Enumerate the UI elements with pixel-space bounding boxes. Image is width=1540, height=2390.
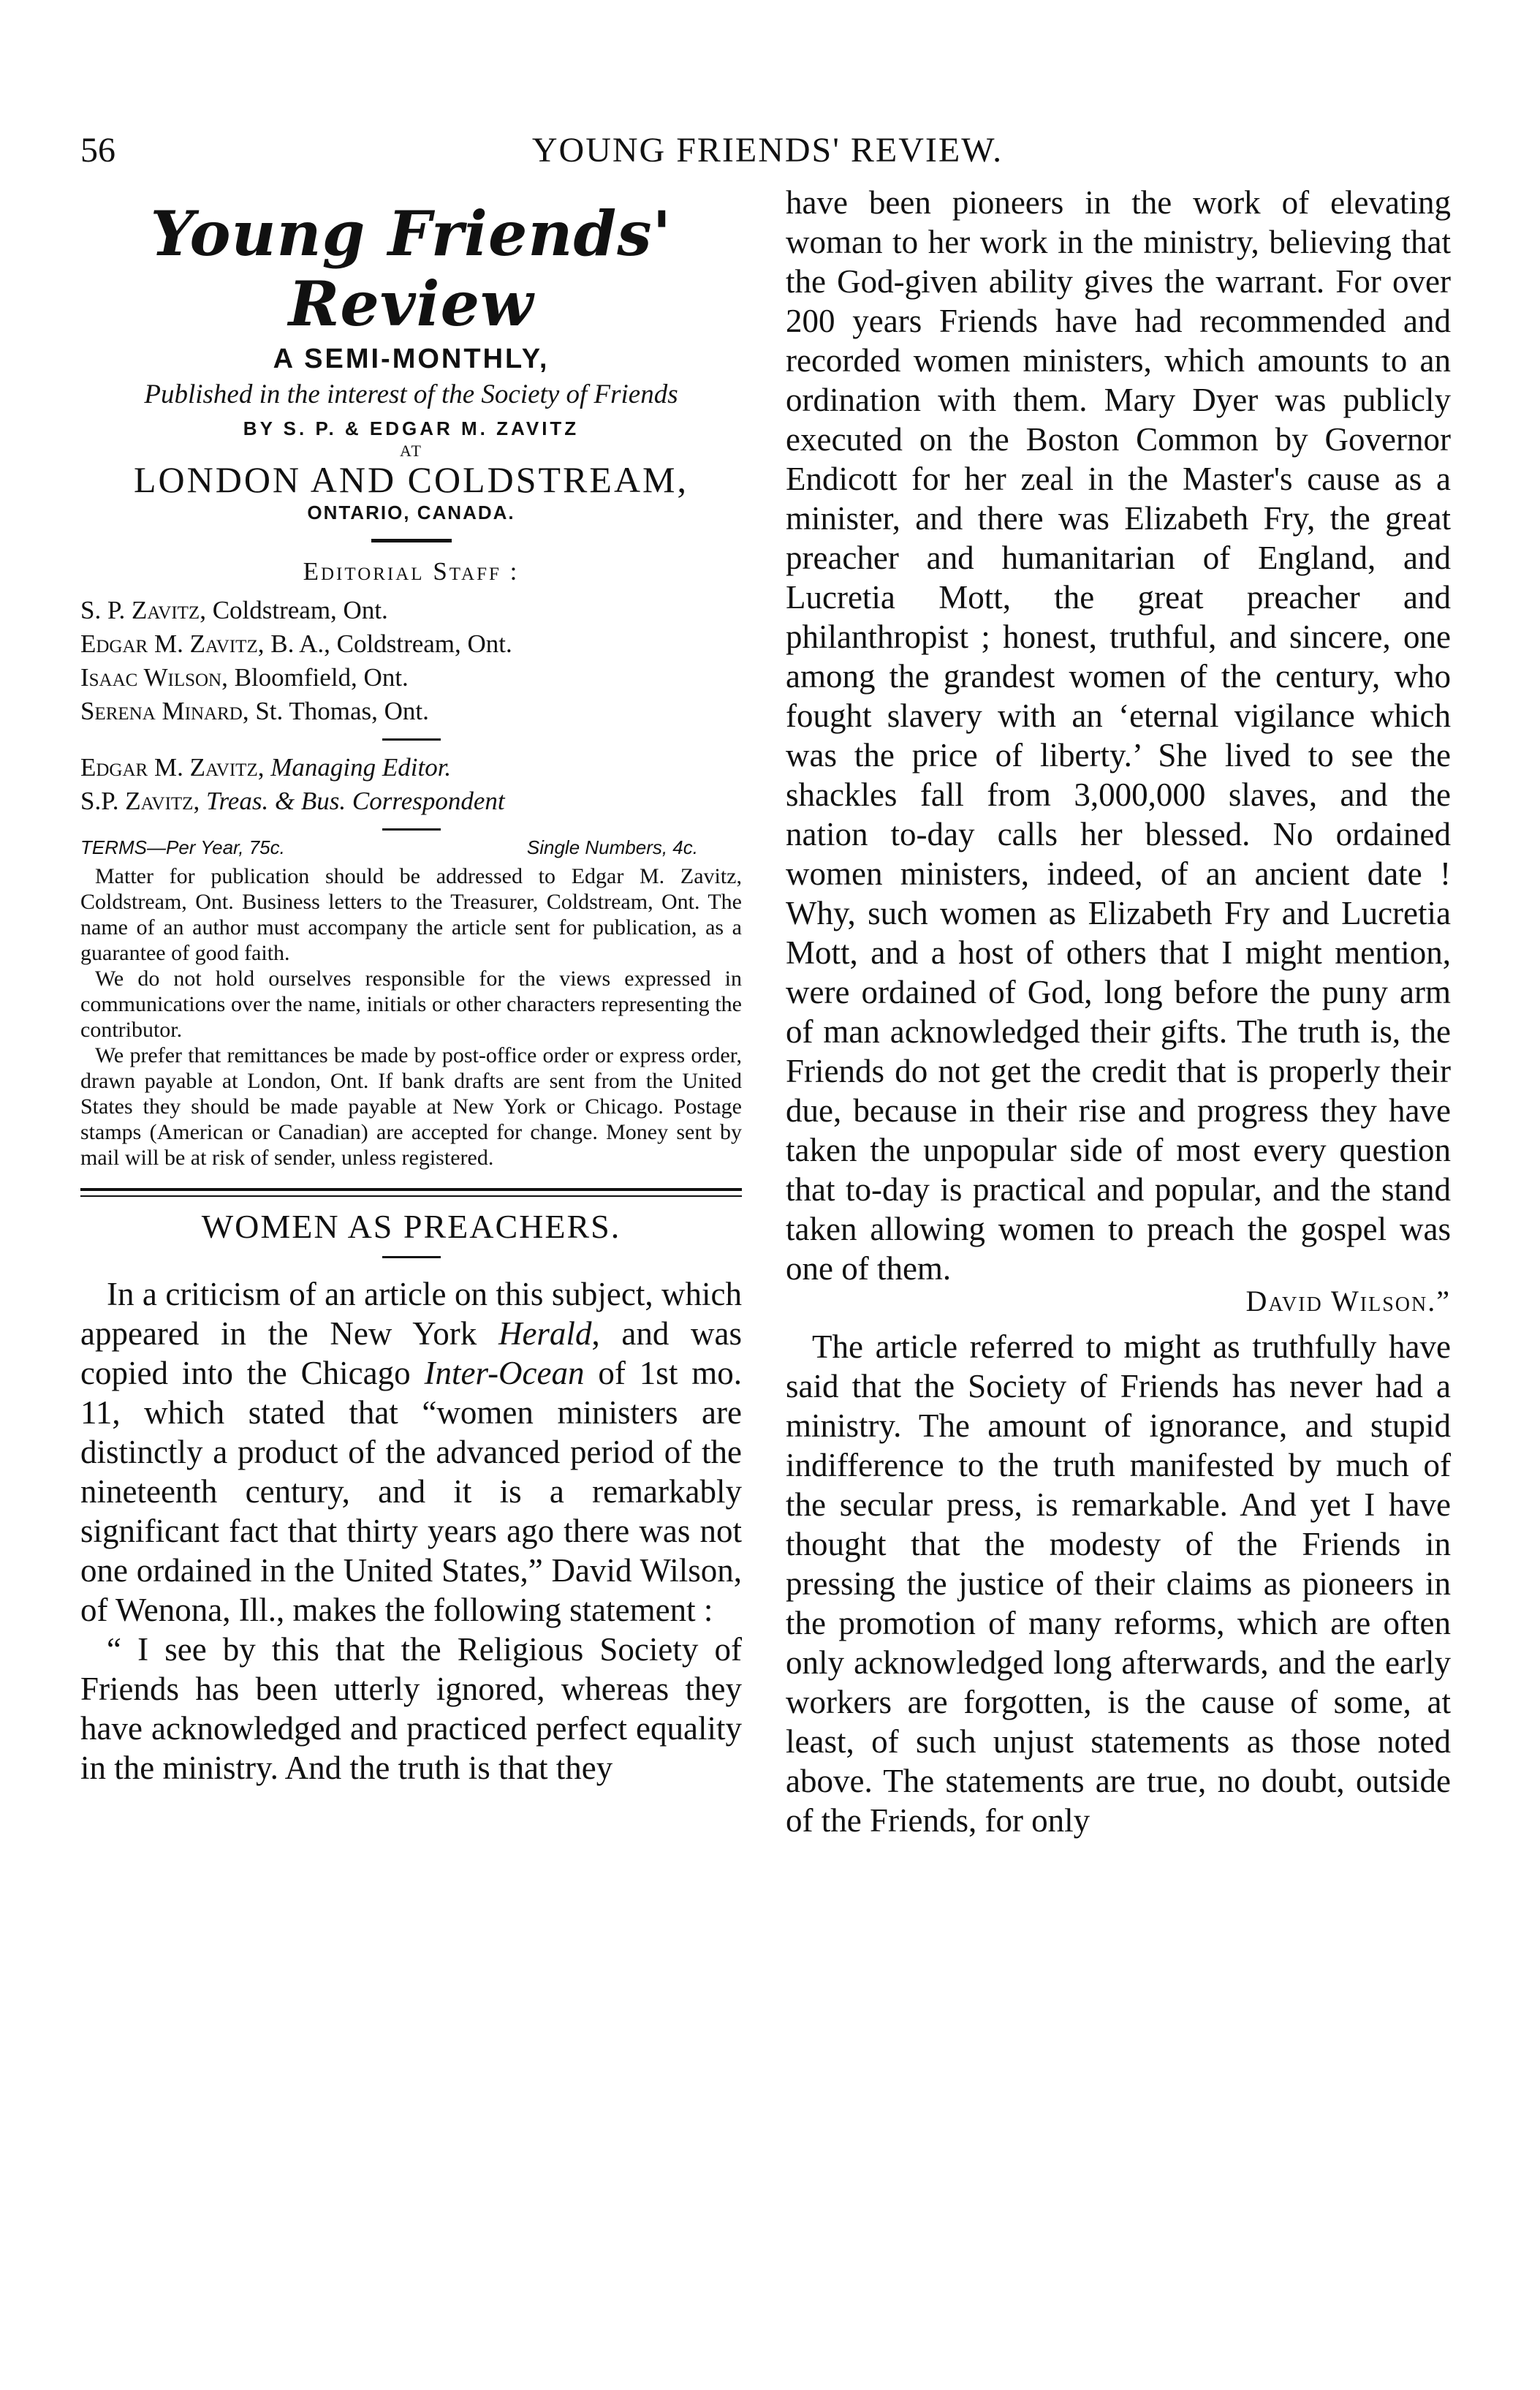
staff-member: Edgar M. Zavitz, B. A., Coldstream, Ont.	[80, 629, 512, 658]
divider	[382, 828, 441, 831]
staff-list	[80, 594, 742, 728]
masthead-subtitle: A SEMI-MONTHLY,	[273, 344, 550, 374]
notice: We do not hold ourselves responsible for the views expressed in communications over the name, initials or other characters representing the contributor.	[80, 967, 742, 1042]
signature: David Wilson.”	[1245, 1285, 1451, 1317]
article-paragraph: In a criticism of an article on this subject, which appeared in the New York Herald, and was copied into the Chicago Inter-Ocean of 1st mo. 11, which stated that “women ministers are distinctly a product of the advanced period of the nineteenth century, and it is a remarkably significant fact that thirty years ago there was not one ordained in the United States,” David Wilson, of Wenona, Ill., makes the following statement :	[80, 1276, 742, 1628]
staff-member: Serena Minard, St. Thomas, Ont.	[80, 697, 429, 725]
divider	[382, 738, 441, 741]
page-number: 56	[80, 131, 115, 170]
masthead-place: LONDON AND COLDSTREAM,	[133, 459, 689, 500]
running-title: YOUNG FRIENDS' REVIEW.	[531, 131, 1004, 170]
notice: We prefer that remittances be made by post-office order or express order, drawn payable at London, Ont. If bank drafts are sent from the United States they should be made payable at New York or Chicago. Postage stamps (American or Canadian) are accepted for change. Money sent by mail will be at risk of sender, unless registered.	[80, 1043, 742, 1170]
right-column	[786, 183, 1451, 1840]
staff-member: Isaac Wilson, Bloomfield, Ont.	[80, 663, 409, 692]
article-paragraph-continued: have been pioneers in the work of elevating woman to her work in the ministry, believing that the God-given ability gives the warrant. For over 200 years Friends have had recommended and recorded women ministers, which amounts to an ordination with them. Mary Dyer was publicly executed on the Boston Common by Governor Endicott for her zeal in the Master's cause as a minister, and there was Elizabeth Fry, the great preacher and humanitarian of England, and Lucretia Mott, the great preacher and philanthropist ; honest, truthful, and sincere, one among the grandest women of the century, who fought slavery with an ‘eternal vigilance which was the price of liberty.’ She lived to see the shackles fall from 3,000,000 slaves, and the nation to-day calls her blessed. No ordained women ministers, indeed, of an ancient date ! Why, such women as Elizabeth Fry and Lucretia Mott, and a host of others that I might mention, were ordained of God, long before the puny arm of man acknowledged their gifts. The truth is, the Friends do not get the credit that is properly their due, because in their rise and progress they have taken the unpopular side of most every question that to-day is practical and popular, and the stand taken allowing women to preach the gospel was one of them.	[786, 184, 1451, 1287]
terms-per-year: TERMS—Per Year, 75c.	[80, 836, 285, 858]
article-title: WOMEN AS PREACHERS.	[201, 1208, 621, 1245]
article-paragraph: “ I see by this that the Religious Society of Friends has been utterly ignored, whereas they have acknowledged and practiced perfect equality in the ministry. And the truth is that they	[80, 1631, 742, 1786]
double-rule	[80, 1188, 742, 1197]
left-column	[80, 183, 742, 1788]
masthead	[80, 199, 742, 524]
staff-member: S. P. Zavitz, Coldstream, Ont.	[80, 596, 388, 624]
terms	[80, 836, 742, 859]
masthead-published: Published in the interest of the Society of Friends	[144, 379, 678, 409]
article-paragraph: The article referred to might as truthfully have said that the Society of Friends has never had a ministry. The amount of ignorance, and stupid indifference to the truth manifested by much of the secular press, is remarkable. And yet I have thought that the modesty of the Friends in pressing the justice of their claims as pioneers in the promotion of many reforms, which are often only acknowledged long afterwards, and the early workers are forgotten, is the cause of some, at least, of such unjust statements as those noted above. The statements are true, no doubt, outside of the Friends, for only	[786, 1328, 1451, 1839]
terms-single: Single Numbers, 4c.	[526, 836, 698, 858]
masthead-at: AT	[400, 442, 422, 460]
divider	[382, 1256, 441, 1258]
treasurer: S.P. Zavitz, Treas. & Bus. Correspondent	[80, 787, 505, 815]
masthead-title: Young Friends' Review	[150, 197, 672, 340]
masthead-country: ONTARIO, CANADA.	[307, 502, 515, 523]
divider	[371, 539, 452, 542]
staff-heading: Editorial Staff :	[303, 557, 520, 586]
notice: Matter for publication should be addressed to Edgar M. Zavitz, Coldstream, Ont. Business letters to the Treasurer, Coldstream, Ont. The name of an author must accompany the article sent for publication, as a guarantee of good faith.	[80, 864, 742, 965]
running-head	[80, 130, 1454, 177]
masthead-by: BY S. P. & EDGAR M. ZAVITZ	[243, 417, 580, 439]
managing-editor: Edgar M. Zavitz, Managing Editor.	[80, 753, 452, 782]
